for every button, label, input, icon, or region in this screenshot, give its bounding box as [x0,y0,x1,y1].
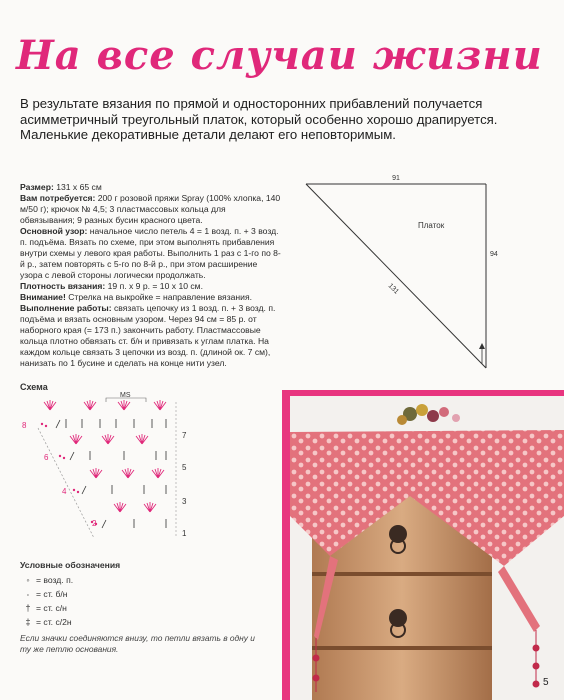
specification-block [20,182,282,369]
diagram-right-label: 94 [490,251,498,258]
schema-row-label-7: 7 [182,431,187,440]
shawl-shape-diagram [296,168,506,378]
spec-pattern-label: Основной узор: [20,226,88,236]
dresser-drawer-gap-2 [312,646,492,650]
page-title: На все случаи жизни [16,32,543,79]
schema-row-label-8: 8 [22,421,27,430]
spec-instructions-label: Выполнение работы: [20,303,112,313]
dresser-drawer-gap-1 [312,572,492,576]
product-photo [290,396,564,700]
schema-chain-dots [41,423,97,525]
dresser-with-shawl-illustration [290,396,564,700]
spec-pattern [20,226,282,281]
spec-materials-label: Вам потребуется: [20,193,96,203]
page-number: 5 [543,677,549,688]
spec-attention-label: Внимание! [20,292,66,302]
legend-item [20,601,120,615]
diagram-top-label: 91 [392,175,400,182]
schema-left-edge [38,428,94,538]
legend-item-text: = ст. с/2н [36,617,72,627]
chain-stitch-icon: ◦ [26,575,30,585]
diagram-center-label: Платок [418,221,445,230]
schema-row-label-6: 6 [44,453,49,462]
schema-ms-label: MS [120,392,131,399]
spec-size-label: Размер: [20,182,54,192]
legend-item [20,587,120,601]
single-crochet-icon: ⸱ [26,589,30,600]
diagram-diagonal-label: 131 [386,282,400,296]
schema-fan-row-6 [70,434,148,444]
schema-fan-row-4 [90,468,164,478]
double-crochet-icon: † [25,603,31,613]
schema-row-label-4: 4 [62,487,67,496]
treble-crochet-icon: ‡ [25,617,31,627]
legend-item-text: = возд. п. [36,575,74,585]
spec-materials-text: 200 г розовой пряжи Spray (100% хлопка, 140 м/50 г); крючок № 4,5; 3 пластмассовых кольца для обвязывания; 9 разных бусин красного цвета. [20,193,281,225]
legend [20,560,120,629]
spec-attention-text: Стрелка на выкройке = направление вязания. [65,292,253,302]
crochet-schema [16,392,196,542]
diagram-diagonal-edge [306,184,486,368]
legend-item-text: = ст. б/н [36,589,68,599]
spec-instructions-text: связать цепочку из 1 возд. п. + 3 возд. п. подъёма и вязать основным узором. Через 94 см = 85 р. от наборного края (= 173 п.) закончить работу. Пластмассовые кольца плотно обвязать ст. б/н и привязать к углам платка. На каждом кольце связать 3 цепочки из возд. п. (длиной ок. 7 см), нанизать по 1 бусине и сделать на конце нити узел. [20,303,276,368]
legend-title: Условные обозначения [20,560,121,570]
spec-size [20,182,282,193]
intro-paragraph: В результате вязания по прямой и односторонних прибавлений получается асимметричный треугольный платок, который особенно хорошо драпируется. Маленькие декоративные детали делают его неповторимым. [20,96,498,142]
legend-item-text: = ст. с/н [36,603,67,613]
spec-gauge-text: 19 п. x 9 р. = 10 x 10 см. [105,281,203,291]
schema-row-label-3: 3 [182,497,187,506]
schema-title: Схема [20,382,48,392]
spec-gauge [20,281,282,292]
footnote: Если значки соединяются внизу, то петли вязать в одну и ту же петлю основания. [20,633,255,654]
spec-size-text: 131 x 65 см [53,182,102,192]
schema-row-label-2: 2 [92,519,97,528]
spec-materials [20,193,282,226]
legend-item [20,615,120,629]
product-photo-frame [282,390,564,700]
spec-pattern-text: начальное число петель 4 = 1 возд. п. + 3 возд. п. подъёма. Вязать по схеме, при этом выполнять прибавления внутри схемы у левого края работы. Выполнить 1 раз с 1-го по 8-й р., затем повторять с 5-го по 8-й р., при этом расширение узора с левой стороны логически продолжать. [20,226,281,280]
schema-row-label-5: 5 [182,463,187,472]
legend-item [20,573,120,587]
spec-instructions [20,303,282,369]
schema-fan-row-2 [114,502,156,512]
schema-fan-row-8 [44,400,166,410]
spec-gauge-label: Плотность вязания: [20,281,106,291]
schema-row-label-1: 1 [182,529,187,538]
spec-attention [20,292,282,303]
arrow-head-icon [479,343,485,349]
